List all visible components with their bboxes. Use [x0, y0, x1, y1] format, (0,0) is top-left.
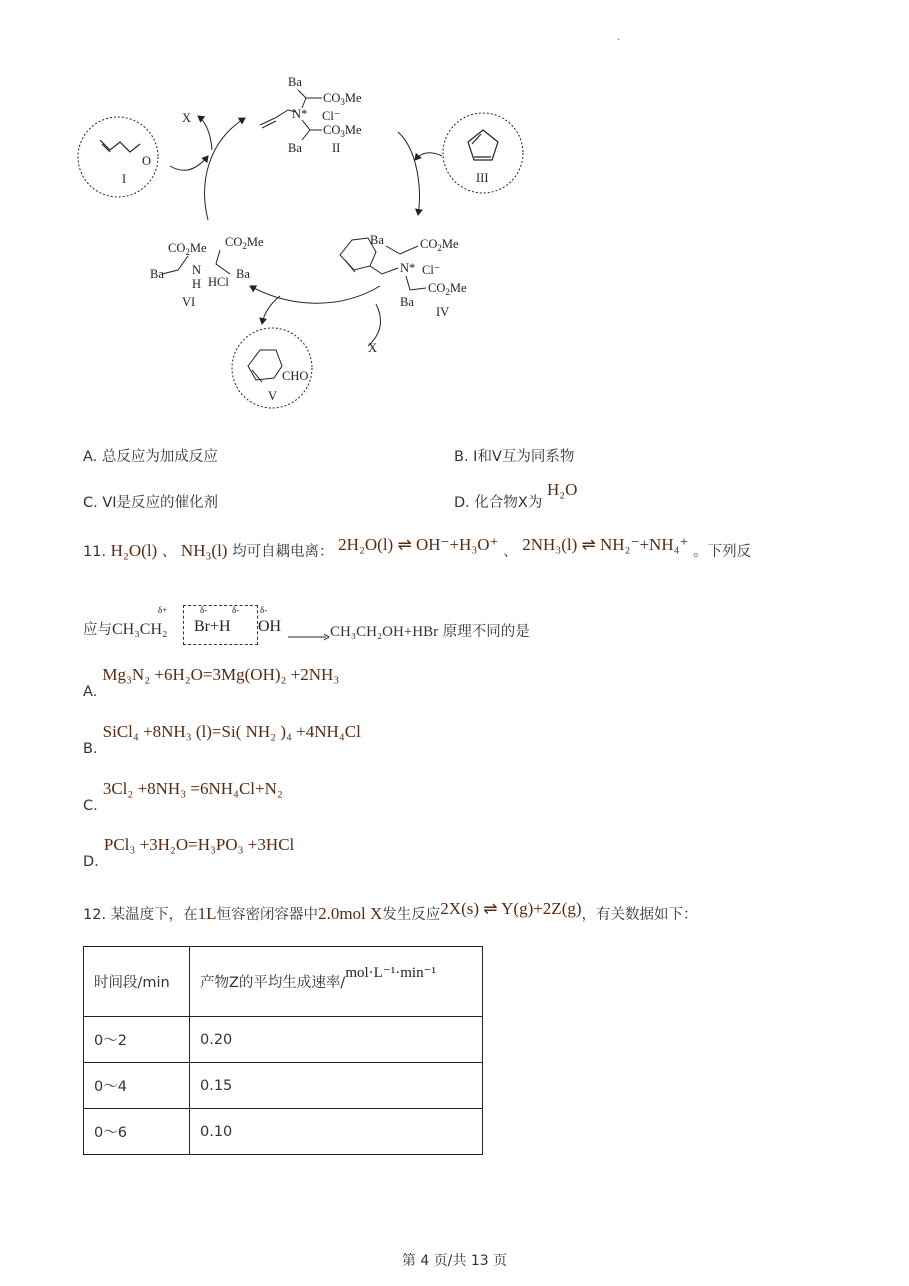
cycle-arc-left: [205, 118, 245, 220]
label-II: II: [332, 141, 341, 155]
svg-text:N*: N*: [292, 107, 308, 121]
svg-text:CO2Me: $CO_2Me$: [168, 241, 207, 257]
option-11-C[interactable]: C. 3Cl₂ +8NH₃ =6NH₄Cl+N₂: [83, 779, 283, 814]
svg-text:CO3Me: $CO_3Me$: [323, 91, 362, 107]
page-footer: 第 4 页/共 13 页: [401, 1253, 508, 1269]
svg-text:CO3Me: $CO_3Me$: [323, 123, 362, 139]
q11-equation-ammonia: 2NH₃(l) ⇌ NH₂⁻+NH₄⁺: [522, 535, 689, 554]
svg-text:N*: N*: [400, 261, 416, 275]
question-11-line2: 应与CH₃CH₂: [83, 621, 168, 638]
header-rate: 产物Z的平均生成速率/mol·L⁻¹·min⁻¹: [190, 947, 483, 1017]
svg-text:Ba: Ba: [236, 267, 250, 281]
svg-text:N: N: [192, 263, 202, 277]
header-period: 时间段/min: [84, 947, 190, 1017]
compound-III-structure: [468, 130, 498, 160]
compound-IV: [340, 233, 467, 319]
reaction-cycle-diagram: [70, 60, 530, 420]
br-atom: Br+H: [194, 618, 231, 635]
question-11-line2-end: CH₃CH₂OH+HBr 原理不同的是: [330, 624, 530, 640]
option-10-D-text: D. 化合物X为: [454, 495, 543, 511]
label-X-top: X: [182, 111, 192, 125]
option-11-A[interactable]: A. Mg₃N₂ +6H₂O=3Mg(OH)₂ +2NH₃: [83, 665, 340, 700]
table-header-row: [84, 947, 483, 1017]
option-11-D[interactable]: D. PCl₃ +3H₂O=H₃PO₃ +3HCl: [83, 835, 295, 870]
label-X-bottom: X: [368, 341, 378, 355]
compound-I-structure: [100, 140, 140, 152]
q11-equation-water: 2H₂O(l) ⇌ OH⁻+H₃O⁺: [338, 535, 499, 554]
svg-text:Ba: Ba: [400, 295, 414, 309]
option-11-B[interactable]: B. SiCl₄ +8NH₃ (l)=Si( NH₂ )₄ +4NH₄Cl: [83, 722, 361, 757]
svg-text:CO2Me: $CO_2Me$: [420, 237, 459, 253]
header-dot: ·: [617, 35, 621, 46]
question-12-stem: 12. 某温度下，在1L恒容密闭容器中2.0mol X发生反应2X(s) ⇌ Y(g)+2Z(g)，有关数据如下：: [83, 899, 698, 923]
label-III: III: [476, 171, 489, 185]
svg-text:Ba: Ba: [150, 267, 164, 281]
option-10-C[interactable]: C. VI是反应的催化剂: [83, 495, 219, 511]
svg-text:Cl⁻: Cl⁻: [322, 109, 341, 123]
table-row: 0～6 0.10: [84, 1109, 483, 1155]
option-10-D-formula: H₂O: [546, 480, 578, 499]
svg-text:Cl⁻: Cl⁻: [422, 263, 441, 277]
q11-species-ammonia: NH₃(l): [180, 541, 228, 560]
svg-text:HCl: HCl: [208, 275, 229, 289]
rate-unit: mol·L⁻¹·min⁻¹: [345, 965, 436, 981]
svg-text:Ba: Ba: [288, 141, 302, 155]
svg-text:Ba: Ba: [288, 75, 302, 89]
svg-text:CO2Me: $CO_2Me$: [225, 235, 264, 251]
label-VI: VI: [182, 295, 196, 309]
question-11-line1: 11. H₂O(l) 、 NH₃(l) 均可自耦电离： 2H₂O(l) ⇌ OH⁻+H₃O⁺ 、 2NH₃(l) ⇌ NH₂⁻+NH₄⁺ 。下列反: [83, 535, 752, 560]
cycle-arc-bottom: [250, 286, 380, 303]
compound-II: [260, 75, 362, 155]
label-IV: IV: [436, 305, 450, 319]
table-row: 0～2 0.20: [84, 1017, 483, 1063]
label-O: O: [142, 154, 152, 168]
compound-V-structure: [248, 350, 282, 380]
reaction-arrow: [288, 630, 330, 642]
option-10-B[interactable]: B. I和V互为同系物: [454, 449, 575, 465]
svg-text:CO2Me: $CO_2Me$: [428, 281, 467, 297]
label-V: V: [268, 389, 278, 403]
compound-VI: [150, 235, 264, 309]
rate-data-table: [83, 946, 483, 1155]
svg-text:H: H: [192, 277, 202, 291]
label-I: I: [122, 172, 127, 186]
q11-species-water: H₂O(l): [110, 541, 158, 560]
option-10-D[interactable]: [454, 480, 578, 512]
option-10-A[interactable]: A. 总反应为加成反应: [83, 449, 218, 465]
table-row: 0～4 0.15: [84, 1063, 483, 1109]
delta-plus-label: δ+: [158, 605, 168, 615]
svg-text:Ba: Ba: [370, 233, 384, 247]
svg-text:CHO: CHO: [282, 369, 309, 383]
oh-group: OH: [258, 618, 282, 635]
cycle-arc-right: [398, 132, 419, 215]
